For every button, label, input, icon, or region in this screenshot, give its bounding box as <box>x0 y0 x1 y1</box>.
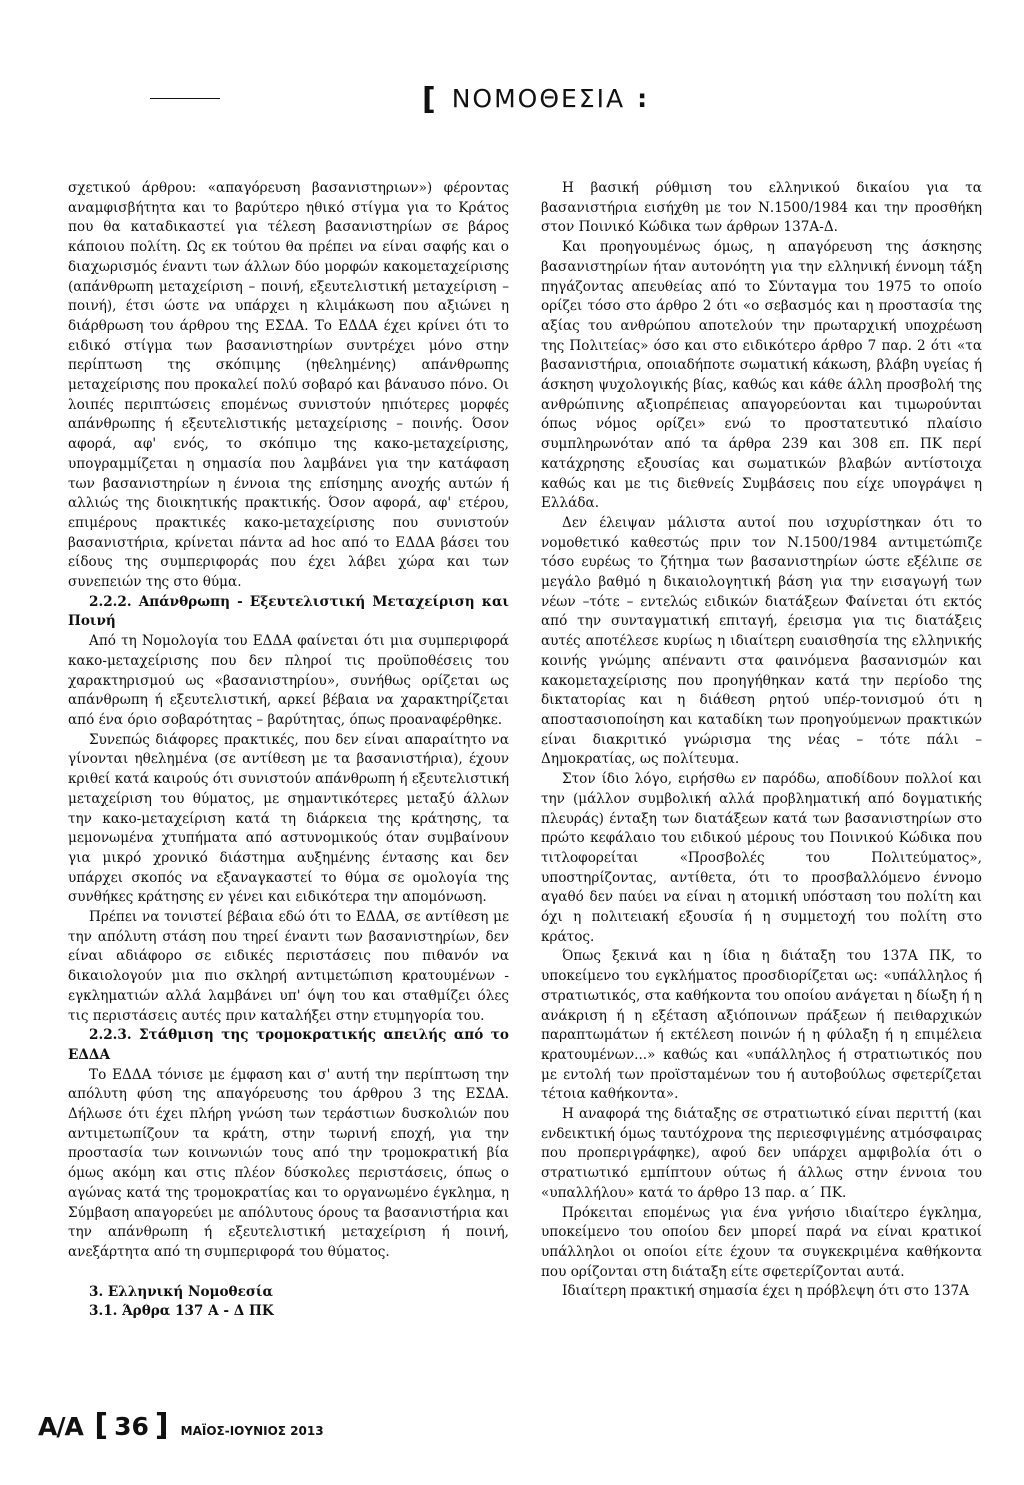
subsection-heading: 3.1. Άρθρα 137 Α - Δ ΠΚ <box>89 1303 274 1320</box>
paragraph: Από τη Νομολογία του ΕΔΔΑ φαίνεται ότι μια συμπεριφορά κακο-μεταχείρισης που δεν πληροί τις προϋποθέσεις του χαρακτηρισμού ως «βασανιστηρίου», συνήθως ορίζεται ως απάνθρωπη ή εξευτελιστική, αρκεί βέβαια να χαρακτηρίζεται από ένα όριο σοβαρότητας – βαρύτητας, όπως προαναφέρθηκε. <box>68 633 509 728</box>
section-header <box>422 80 649 115</box>
issue-date: ΜΑΪΟΣ-ΙΟΥΝΙΟΣ 2013 <box>180 1424 324 1438</box>
left-column <box>68 179 509 1322</box>
subsection-heading: 2.2.2. Απάνθρωπη - Εξευτελιστική Μεταχείριση και Ποινή <box>68 593 509 630</box>
section-title: ΝΟΜΟΘΕΣΙΑ <box>451 84 626 113</box>
paragraph: Στον ίδιο λόγο, ειρήσθω εν παρόδω, αποδίδουν πολλοί και την (μάλλον συμβολική αλλά προβληματική από δογματικής πλευράς) ένταξη των διατάξεων κατά των βασανιστηρίων στο πρώτο κεφάλαιο του ειδικού μέρους του Ποινικού Κώδικα που τιτλοφορείται «Προσβολές του Πολιτεύματος», υποστηρίζοντας, αντίθετα, ότι το προσβαλλόμενο έννομο αγαθό δεν παύει να είναι η ατομική υπόσταση του πολίτη και όχι η πολιτειακή εξουσία ή η συμμετοχή του πολίτη στο κράτος. <box>541 771 982 945</box>
footer-bracket-open: [ <box>94 1408 109 1443</box>
paragraph: Το ΕΔΔΑ τόνισε με έμφαση και σ' αυτή την περίπτωση την απόλυτη φύση της απαγόρευσης του άρθρου 3 της ΕΣΔΑ. Δήλωσε ότι έχει πλήρη γνώση των τεράστιων δυσκολιών που αντιμετωπίζουν τα κράτη, στην τωρινή εποχή, για την προστασία των κοινωνιών τους από την τρομοκρατική βία όμως ακόμη και στις πλέον δύσκολες περιστάσεις, όπως ο αγώνας κατά της τρομοκρατίας και το οργανωμένο έγκλημα, η Σύμβαση απαγορεύει με απόλυτους όρους τα βασανιστήρια και την απάνθρωπη ή εξευτελιστική μεταχείριση ή ποινή, ανεξάρτητα από τη συμπεριφορά του θύματος. <box>68 1066 509 1260</box>
page-number: 36 <box>114 1412 149 1441</box>
paragraph: Δεν έλειψαν μάλιστα αυτοί που ισχυρίστηκαν ότι το νομοθετικό καθεστώς πριν τον Ν.1500/1984 αντιμετώπιζε τόσο ευρέως το ζήτημα των βασανιστηρίων ώστε εξέλιπε σε μεγάλο βαθμό η δικαιολογητική βάση για την εισαγωγή των νέων –τότε – εντελώς ειδικών διατάξεων Φαίνεται ότι εκτός από την συνταγματική επιταγή, έρεισμα για τις διατάξεις αυτές αποτέλεσε κυρίως η ιδιαίτερη ευαισθησία της ελληνικής κοινής γνώμης απέναντι στα φαινόμενα βασανισμών και κακομεταχείρισης που προηγήθηκαν κατά την περίοδο της δικτατορίας και η διάθεση ρητού υπέρ-τονισμού ότι η αποστασιοποίηση και καταδίκη των προηγούμενων πρακτικών είναι διακριτικό γνώρισμα της νέας – τότε πάλι – Δημοκρατίας, ως πολίτευμα. <box>541 514 982 768</box>
paragraph: Η βασική ρύθμιση του ελληνικού δικαίου για τα βασανιστήρια εισήχθη με τον Ν.1500/1984 και την προσθήκη στον Ποινικό Κώδικα των άρθρων 137Α-Δ. <box>541 180 982 236</box>
header-rule <box>150 98 220 99</box>
section-heading: 3. Ελληνική Νομοθεσία <box>89 1283 273 1300</box>
header-bracket: [ <box>422 82 438 117</box>
paragraph: Συνεπώς διάφορες πρακτικές, που δεν είναι απαραίτητο να γίνονται ηθελημένα (σε αντίθεση με τα βασανιστήρια), έχουν κριθεί κατά καιρούς ότι συνιστούν απάνθρωπη ή εξευτελιστική μεταχείριση του θύματος, με σημαντικότερες μεταξύ άλλων την κακο-μεταχείριση κατά τη διάρκεια της κράτησης, τα μεμονωμένα χτυπήματα από αστυνομικούς όταν συμβαίνουν για μικρό χρονικό διάστημα αυξημένης έντασης και δεν υπάρχει σκοπός να εξαναγκαστεί το θύμα σε ομολογία της συνθήκες κράτησης εν γένει και ειδικότερα την απομόνωση. <box>68 731 509 906</box>
paragraph: Η αναφορά της διάταξης σε στρατιωτικό είναι περιττή (και ενδεικτική όμως ταυτόχρονα της περιεσφιγμένης ατμόσφαιρας που προπεριγράφηκε), αφού δεν υπάρχει αμφιβολία ότι ο στρατιωτικό εμπίπτουν ούτως ή άλλως στην έννοια του «υπαλλήλου» κατά το άρθρο 13 παρ. α΄ ΠΚ. <box>541 1106 982 1201</box>
footer-bracket-close: ] <box>154 1408 169 1443</box>
page-header <box>150 78 950 118</box>
paragraph: Όπως ξεκινά και η ίδια η διάταξη του 137Α ΠΚ, το υποκείμενο του εγκλήματος προσδιορίζεται ως: «υπάλληλος ή στρατιωτικός, στα καθήκοντα του οποίου ανάγεται η δίωξη ή η ανάκριση ή η εξέταση αξιόποινων πράξεων ή πειθαρχικών παραπτωμάτων ή εκτέλεση ποινών ή η φύλαξη ή η επιμέλεια κρατουμένων...» καθώς και «υπάλληλος ή στρατιωτικός που με εντολή των προϊσταμένων του ή αυτοβούλως σφετερίζεται τέτοια καθήκοντα». <box>541 948 982 1103</box>
page-footer <box>38 1408 324 1448</box>
paragraph: Ιδιαίτερη πρακτική σημασία έχει η πρόβλεψη ότι στο 137Α <box>562 1283 969 1300</box>
paragraph: Και προηγουμένως όμως, η απαγόρευση της άσκησης βασανιστηρίων ήταν αυτονόητη για την ελληνική έννομη τάξη πηγάζοντας απευθείας από το Σύνταγμα του 1975 το οποίο ορίζει τόσο στο άρθρο 2 ότι «ο σεβασμός και η προστασία της αξίας του ανθρώπου αποτελούν την πρωταρχική υποχρέωση της Πολιτείας» όσο και στο ειδικότερο άρθρο 7 παρ. 2 ότι «τα βασανιστήρια, οποιαδήποτε σωματική κάκωση, βλάβη υγείας ή άσκηση ψυχολογικής βίας, καθώς και κάθε άλλη προσβολή της ανθρώπινης αξιοπρέπειας απαγορεύονται και τιμωρούνται όπως νόμος ορίζει» ενώ το προστατευτικό πλαίσιο συμπληρωνόταν από τα άρθρα 239 και 308 επ. ΠΚ περί κατάχρησης εξουσίας και σωματικών βλαβών αντίστοιχα καθώς και με τις διεθνείς Συμβάσεις που είχε υπογράψει η Ελλάδα. <box>541 239 982 512</box>
subsection-heading: 2.2.3. Στάθμιση της τρομοκρατικής απειλής από το ΕΔΔΑ <box>68 1027 509 1063</box>
paragraph: Πρέπει να τονιστεί βέβαια εδώ ότι το ΕΔΔΑ, σε αντίθεση με την απόλυτη στάση που τηρεί έναντι των βασανιστηρίων, δεν είναι αδιάφορο σε ειδικές περιστάσεις που πιθανόν να δικαιολογούν μια πιο σκληρή αντιμετώπιση κρατουμένων - εγκληματιών αλλά λαμβάνει υπ' όψη του και σταθμίζει όλες τις περιστάσεις αυτές πριν καταλήξει στην ετυμηγορία του. <box>68 909 509 1024</box>
paragraph: Πρόκειται επομένως για ένα γνήσιο ιδιαίτερο έγκλημα, υποκείμενο του οποίου δεν μπορεί παρά να είναι κρατικοί υπάλληλοι οι οποίοι είτε έχουν τα συγκεκριμένα καθήκοντα που ορίζονται στη διάταξη είτε σφετερίζονται αυτά. <box>541 1204 982 1280</box>
header-dots: : <box>637 84 650 113</box>
paragraph: σχετικού άρθρου: «απαγόρευση βασανιστηριων») φέροντας αναμφισβήτητα και το βαρύτερο ηθικό στίγμα για το Κράτος που θα καταδικαστεί για τέλεση βασανιστηρίων σε βάρος κάποιου πολίτη. Ως εκ τούτου θα πρέπει να είναι σαφής και ο διαχωρισμός έναντι των άλλων δύο μορφών κακομεταχείρισης (απάνθρωπη μεταχείριση – ποινή, εξευτελιστική μεταχείριση – ποινή), έτσι ώστε να υπάρχει η κλιμάκωση που αξιώνει η διάρθρωση του άρθρου της ΕΣΔΑ. Το ΕΔΔΑ έχει κρίνει ότι το ειδικό στίγμα των βασανιστηρίων συντρέχει μόνο στην περίπτωση της σκόπιμης (ηθελημένης) απάνθρωπης μεταχείρισης που προκαλεί πολύ σοβαρό και βάναυσο πόνο. Οι λοιπές περιπτώσεις επομένως συνιστούν ηπιότερες μορφές απάνθρωπης ή εξευτελιστικής μεταχείρισης – ποινής. Όσον αφορά, αφ' ενός, το σκόπιμο της κακο-μεταχείρισης, υπογραμμίζεται η σημασία που λαμβάνει για την κατάφαση των βασανιστηρίων η έννοια της επίσημης ανοχής αυτών ή αλλιώς της διοικητικής πρακτικής. Όσον αφορά, αφ' ετέρου, επιμέρους πρακτικές κακο-μεταχείρισης που συνιστούν βασανιστήρια, κρίνεται πάντα ad hoc από το ΕΔΔΑ βάσει του είδους της συμπεριφοράς που έχει λάβει χώρα και των συνεπειών της στο θύμα. <box>68 180 509 591</box>
magazine-name: Α/Α <box>38 1412 83 1441</box>
right-column <box>541 179 982 1302</box>
